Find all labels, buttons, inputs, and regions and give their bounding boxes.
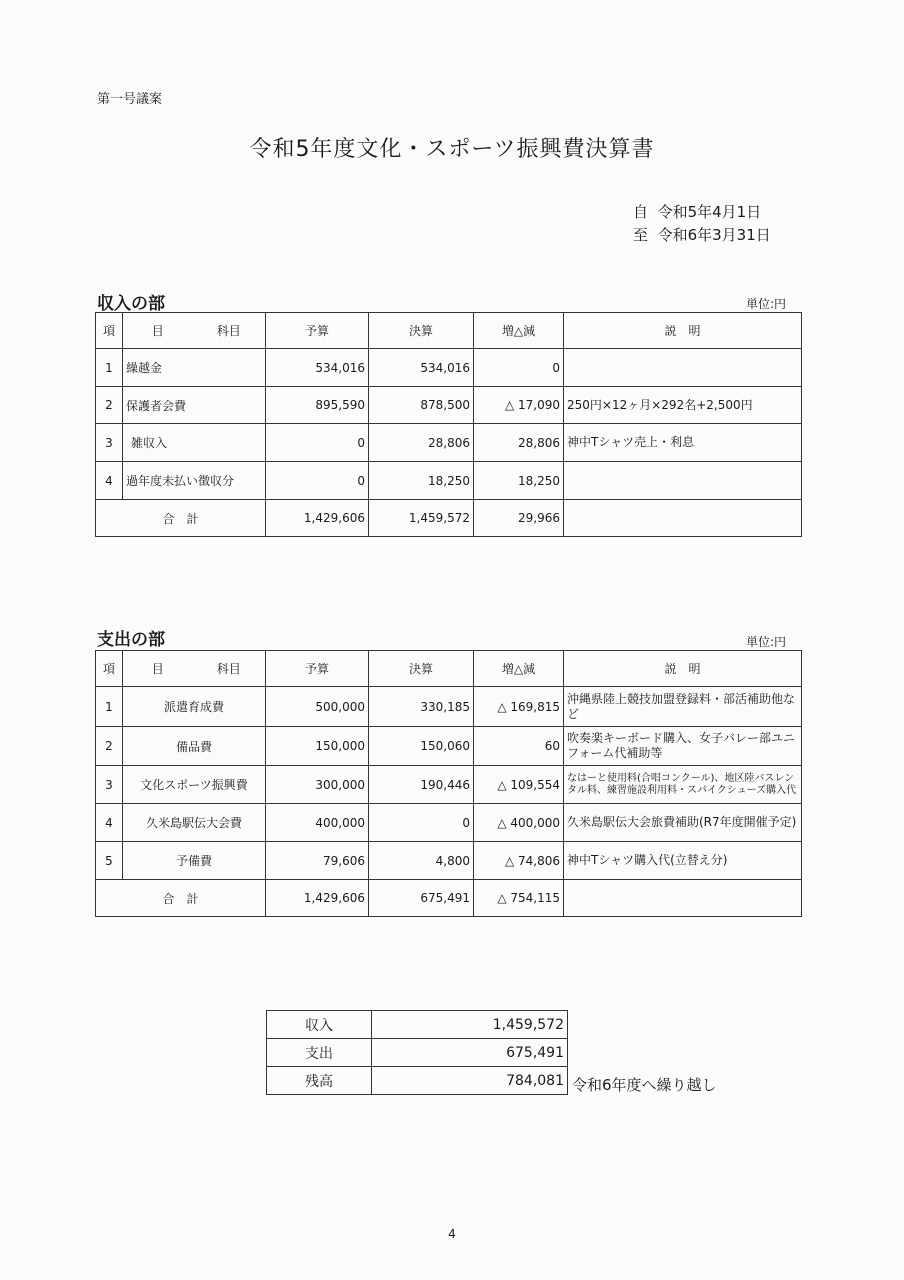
table-row	[96, 387, 802, 424]
row-budget: 400,000	[266, 804, 369, 842]
row-name: 繰越金	[123, 349, 266, 387]
total-row	[96, 880, 802, 917]
row-budget: 500,000	[266, 687, 369, 727]
period-from-label: 自	[633, 203, 649, 221]
header-note: 説 明	[564, 651, 802, 687]
summary-row	[267, 1039, 568, 1067]
header-budget: 予算	[266, 651, 369, 687]
header-no: 項	[96, 313, 123, 349]
row-actual: 330,185	[369, 687, 474, 727]
table-row	[96, 349, 802, 387]
header-note: 説 明	[564, 313, 802, 349]
row-budget: 895,590	[266, 387, 369, 424]
summary-label: 収入	[267, 1011, 372, 1039]
header-actual: 決算	[369, 651, 474, 687]
row-actual: 190,446	[369, 766, 474, 804]
row-budget: 0	[266, 424, 369, 462]
row-no: 2	[96, 727, 123, 766]
row-actual: 4,800	[369, 842, 474, 880]
header-item: 目	[123, 651, 193, 687]
page-title: 令和5年度文化・スポーツ振興費決算書	[249, 137, 655, 162]
summary-table	[266, 1010, 568, 1095]
row-note: 久米島駅伝大会旅費補助(R7年度開催予定)	[564, 804, 802, 842]
row-diff: △ 74,806	[474, 842, 564, 880]
income-table	[95, 312, 802, 537]
row-note: 神中Tシャツ購入代(立替え分)	[564, 842, 802, 880]
row-note: なはーと使用料(合唱コンクール)、地区陸バスレンタル料、練習施設利用料・スパイクシューズ購入代	[564, 766, 802, 804]
table-row	[96, 462, 802, 500]
table-header-row	[96, 313, 802, 349]
total-budget: 1,429,606	[266, 500, 369, 537]
total-actual: 675,491	[369, 880, 474, 917]
row-name: 備品費	[123, 727, 266, 766]
row-name: 予備費	[123, 842, 266, 880]
page-number: 4	[448, 1227, 456, 1241]
row-no: 3	[96, 766, 123, 804]
header-subject: 科目	[193, 651, 266, 687]
header-budget: 予算	[266, 313, 369, 349]
total-diff: 29,966	[474, 500, 564, 537]
expense-table	[95, 650, 802, 917]
row-note: 沖縄県陸上競技加盟登録料・部活補助他など	[564, 687, 802, 727]
row-actual: 878,500	[369, 387, 474, 424]
document-label: 第一号議案	[97, 92, 163, 107]
row-diff: △ 400,000	[474, 804, 564, 842]
total-note	[564, 500, 802, 537]
table-row	[96, 804, 802, 842]
row-budget: 0	[266, 462, 369, 500]
summary-value: 784,081	[372, 1067, 568, 1095]
period-to-label: 至	[633, 226, 649, 244]
row-diff: △ 169,815	[474, 687, 564, 727]
row-name: 過年度未払い徴収分	[123, 462, 266, 500]
period	[633, 201, 771, 247]
row-no: 1	[96, 687, 123, 727]
row-note: 吹奏楽キーボード購入、女子バレー部ユニフォーム代補助等	[564, 727, 802, 766]
row-no: 2	[96, 387, 123, 424]
table-row	[96, 842, 802, 880]
header-no: 項	[96, 651, 123, 687]
row-diff: 28,806	[474, 424, 564, 462]
header-actual: 決算	[369, 313, 474, 349]
summary-row	[267, 1067, 568, 1095]
row-diff: 0	[474, 349, 564, 387]
row-diff: △ 109,554	[474, 766, 564, 804]
row-actual: 150,060	[369, 727, 474, 766]
expense-unit: 単位:円	[746, 635, 787, 649]
summary-value: 1,459,572	[372, 1011, 568, 1039]
row-budget: 150,000	[266, 727, 369, 766]
row-no: 4	[96, 462, 123, 500]
expense-section-title: 支出の部	[97, 630, 165, 650]
total-actual: 1,459,572	[369, 500, 474, 537]
period-to	[633, 224, 771, 247]
row-budget: 79,606	[266, 842, 369, 880]
summary-row	[267, 1011, 568, 1039]
row-note: 神中Tシャツ売上・利息	[564, 424, 802, 462]
header-item: 目	[123, 313, 193, 349]
header-subject: 科目	[193, 313, 266, 349]
header-diff: 増△減	[474, 313, 564, 349]
total-label: 合 計	[96, 880, 266, 917]
table-row	[96, 727, 802, 766]
row-note	[564, 462, 802, 500]
table-row	[96, 424, 802, 462]
period-from-date: 令和5年4月1日	[657, 203, 762, 221]
row-note	[564, 349, 802, 387]
header-diff: 増△減	[474, 651, 564, 687]
summary-label: 支出	[267, 1039, 372, 1067]
row-actual: 0	[369, 804, 474, 842]
row-name: 保護者会費	[123, 387, 266, 424]
row-diff: 18,250	[474, 462, 564, 500]
table-row	[96, 687, 802, 727]
total-label: 合 計	[96, 500, 266, 537]
row-no: 1	[96, 349, 123, 387]
row-actual: 534,016	[369, 349, 474, 387]
period-to-date: 令和6年3月31日	[657, 226, 771, 244]
period-from	[633, 201, 771, 224]
row-no: 3	[96, 424, 123, 462]
income-section-title: 収入の部	[97, 294, 165, 314]
row-name: 派遣育成費	[123, 687, 266, 727]
total-row	[96, 500, 802, 537]
row-diff: △ 17,090	[474, 387, 564, 424]
row-actual: 28,806	[369, 424, 474, 462]
table-header-row	[96, 651, 802, 687]
total-note	[564, 880, 802, 917]
table-row	[96, 766, 802, 804]
row-no: 5	[96, 842, 123, 880]
row-budget: 534,016	[266, 349, 369, 387]
row-budget: 300,000	[266, 766, 369, 804]
total-diff: △ 754,115	[474, 880, 564, 917]
row-name: 久米島駅伝大会費	[123, 804, 266, 842]
row-diff: 60	[474, 727, 564, 766]
row-actual: 18,250	[369, 462, 474, 500]
row-name: 文化スポーツ振興費	[123, 766, 266, 804]
summary-value: 675,491	[372, 1039, 568, 1067]
summary-label: 残高	[267, 1067, 372, 1095]
carry-over-note: 令和6年度へ繰り越し	[572, 1076, 717, 1094]
income-unit: 単位:円	[746, 297, 787, 311]
total-budget: 1,429,606	[266, 880, 369, 917]
row-no: 4	[96, 804, 123, 842]
row-note: 250円×12ヶ月×292名+2,500円	[564, 387, 802, 424]
row-name: 雑収入	[123, 424, 266, 462]
